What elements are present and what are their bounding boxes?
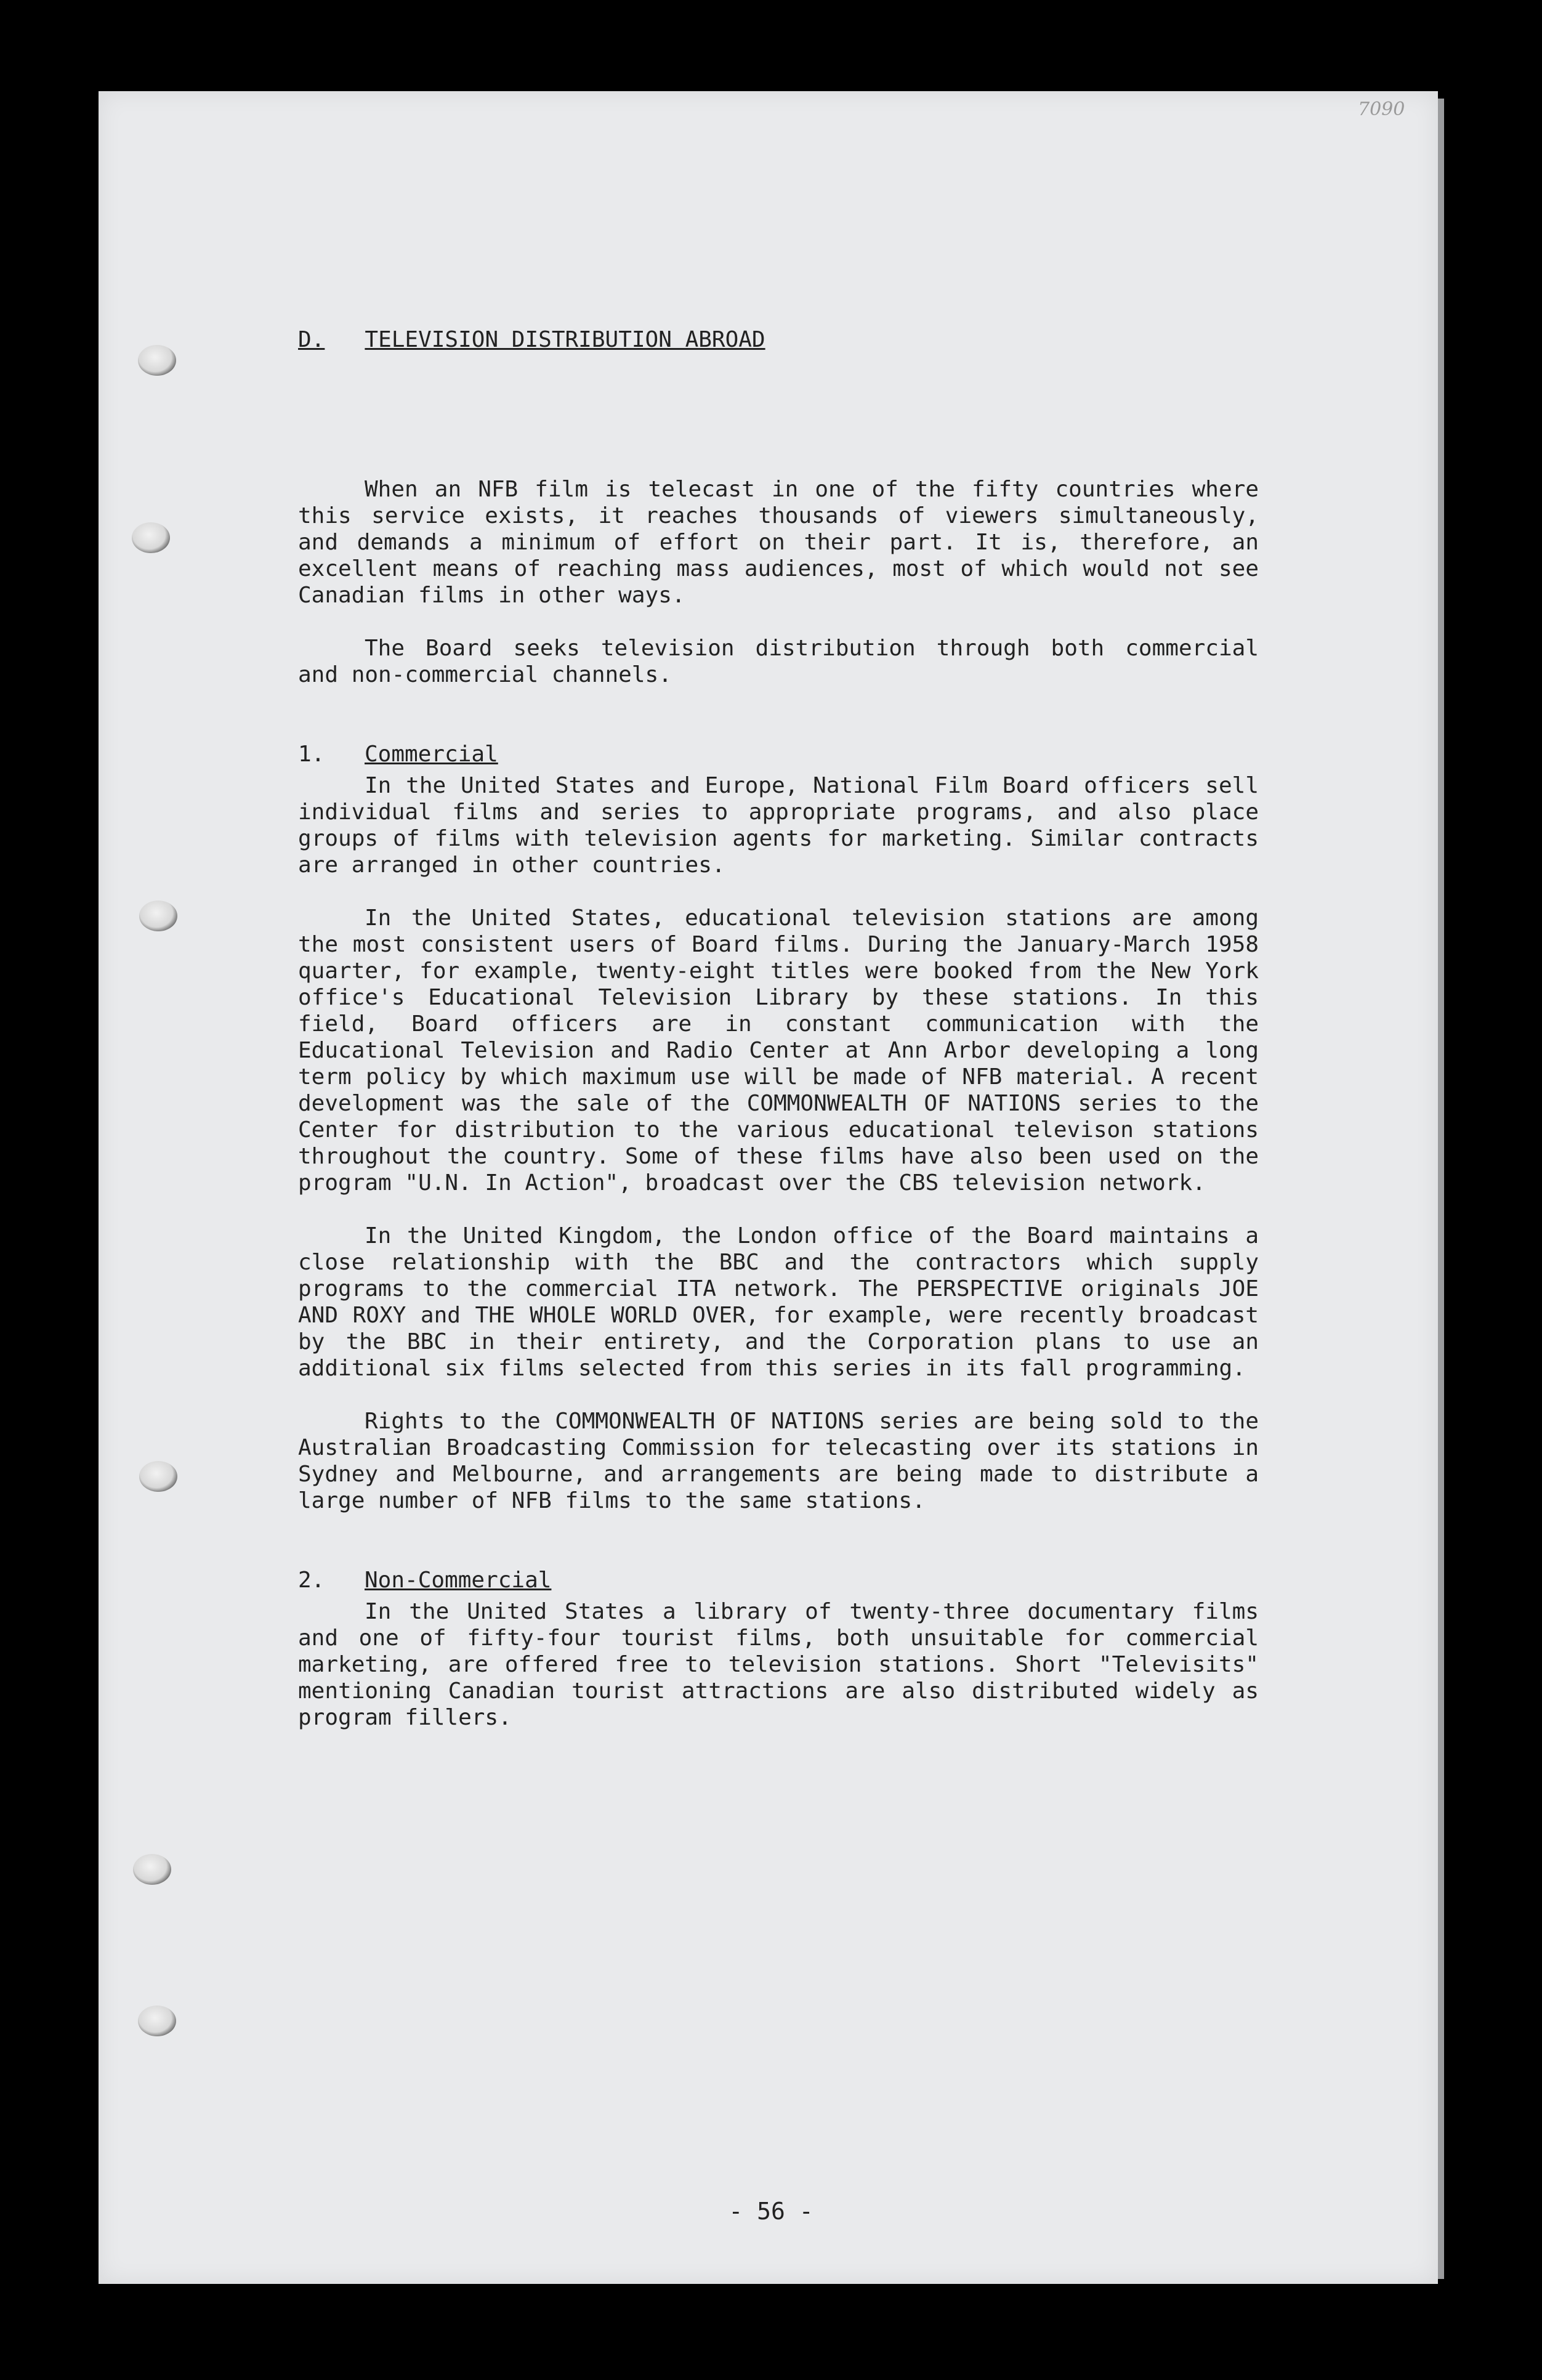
- subsection-heading: [298, 741, 1259, 767]
- paper-edge: [1438, 99, 1444, 2279]
- subsection-title: Non-Commercial: [365, 1568, 552, 1593]
- body-paragraph: In the United Kingdom, the London office of the Board maintains a close relationship with the BBC and the contractors which supply programs to the commercial ITA network. The PERSPECTIVE originals JOE AND ROXY and THE WHOLE WORLD OVER, for example, were recently broadcast by the BBC in their entirety, and the Corporation plans to use an additional six films selected from this series in its fall programming.: [298, 1223, 1259, 1381]
- section-heading: [298, 326, 1259, 353]
- subsection-title: Commercial: [365, 742, 498, 767]
- body-paragraph: In the United States, educational television stations are among the most consistent users of Board films. During the January-March 1958 quarter, for example, twenty-eight titles were booked from the New York office's Educational Television Library by these stations. In this field, Board officers are in constant communication with the Educational Television and Radio Center at Ann Arbor developing a long term policy by which maximum use will be made of NFB material. A recent development was the sale of the COMMONWEALTH OF NATIONS series to the Center for distribution to the various educational televison stations throughout the country. Some of these films have also been used on the program "U.N. In Action", broadcast over the CBS television network.: [298, 905, 1259, 1196]
- section-title: TELEVISION DISTRIBUTION ABROAD: [365, 327, 765, 352]
- page-number: - 56 -: [729, 2198, 813, 2225]
- punch-hole: [139, 1461, 177, 1492]
- corner-archive-mark: 7090: [1358, 99, 1405, 120]
- body-paragraph: Rights to the COMMONWEALTH OF NATIONS series are being sold to the Australian Broadcasting Commission for telecasting over its stations in Sydney and Melbourne, and arrangements are being made to distribute a large number of NFB films to the same stations.: [298, 1409, 1259, 1513]
- punch-hole: [138, 2006, 176, 2036]
- intro-paragraph: When an NFB film is telecast in one of the fifty countries where this service exists, it reaches thousands of viewers simultaneously, and demands a minimum of effort on their part. It is, therefore, an excellent means of reaching mass audiences, most of which would not see Canadian films in other ways.: [298, 477, 1259, 608]
- section-letter: D.: [298, 327, 325, 352]
- document-body: [298, 326, 1259, 1731]
- body-paragraph: In the United States and Europe, National Film Board officers sell individual films and series to appropriate programs, and also place groups of films with television agents for marketing. Similar contracts are arranged in other countries.: [298, 773, 1259, 878]
- punch-hole: [138, 345, 176, 376]
- subsection-number: 2.: [298, 1568, 325, 1593]
- subsection-number: 1.: [298, 742, 325, 767]
- subsection-heading: [298, 1567, 1259, 1593]
- body-paragraph: In the United States a library of twenty-three documentary films and one of fifty-four tourist films, both unsuitable for commercial marketing, are offered free to television stations. Short "Televisits" mentioning Canadian tourist attractions are also distributed widely as program fillers.: [298, 1599, 1259, 1730]
- punch-hole: [132, 522, 170, 553]
- punch-hole: [139, 901, 177, 931]
- punch-hole: [133, 1854, 171, 1885]
- intro-paragraph: The Board seeks television distribution through both commercial and non-commercial channels.: [298, 636, 1259, 687]
